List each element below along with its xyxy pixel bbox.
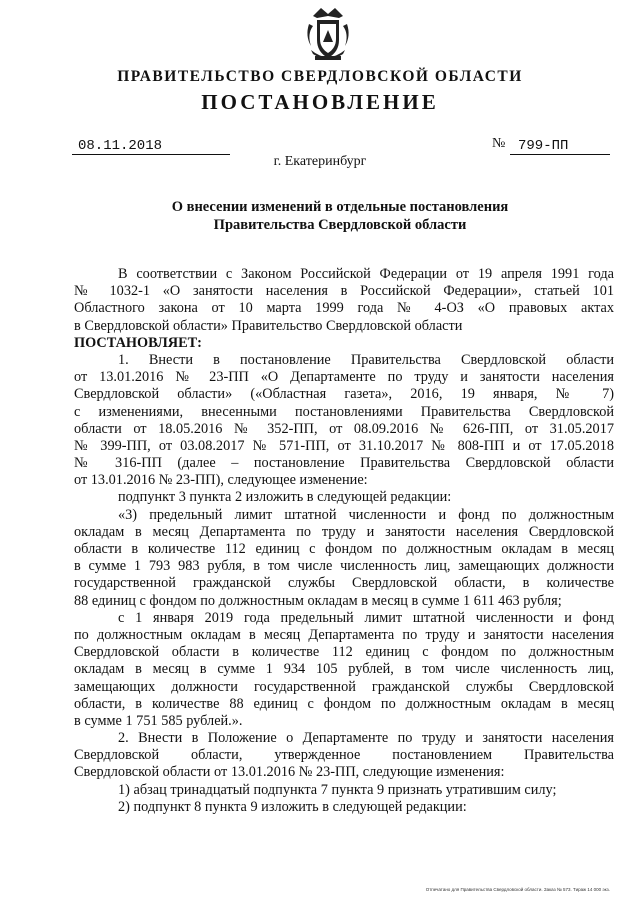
title-line: Правительства Свердловской области <box>213 217 467 233</box>
body-line: окладам в месяц Департамента по труду и занятости населения Свердловской <box>74 523 614 540</box>
body-line: с изменениями, внесенными постановлениями Правительства Свердловской <box>74 403 614 420</box>
body-line: области от 18.05.2016 № 352-ПП, от 08.09.2016 № 626-ПП, от 31.05.2017 <box>74 420 614 437</box>
decree-title <box>150 198 530 234</box>
body-line: Свердловской области, утвержденное постановлением Правительства <box>74 747 614 764</box>
body-line: В соответствии с Законом Российской Федерации от 19 апреля 1991 года <box>118 266 614 282</box>
body-line: в Свердловской области» Правительство Свердловской области <box>74 317 463 334</box>
decree-body <box>74 266 614 816</box>
body-line: в сумме 1 793 983 рубля, в том числе численность лиц, замещающих должности <box>74 558 614 575</box>
body-line: 88 единиц с фондом по должностным окладам в месяц в сумме 1 611 463 рубля; <box>74 592 562 609</box>
resolves-heading: ПОСТАНОВЛЯЕТ: <box>74 334 202 351</box>
government-name: ПРАВИТЕЛЬСТВО СВЕРДЛОВСКОЙ ОБЛАСТИ <box>117 68 523 85</box>
body-line: области в количестве 112 единиц с фондом по должностным окладам в месяц <box>74 541 614 557</box>
body-line: Свердловской области» («Областная газета», 2016, 19 января, № 7) <box>74 386 614 403</box>
city: г. Екатеринбург <box>273 154 367 169</box>
document-type: ПОСТАНОВЛЕНИЕ <box>201 90 439 114</box>
body-line: подпункт 3 пункта 2 изложить в следующей редакции: <box>118 489 452 506</box>
body-line: Свердловской области от 13.01.2016 № 23-ПП, следующие изменения: <box>74 764 505 781</box>
body-line: по должностным окладам в месяц Департамента по труду и занятости населения <box>74 626 614 643</box>
title-line: О внесении изменений в отдельные постановления <box>171 199 509 215</box>
number-label: № <box>492 136 506 151</box>
body-line: «3) предельный лимит штатной численности и фонд по должностным <box>118 506 614 523</box>
body-line: 1. Внести в постановление Правительства Свердловской области <box>118 351 614 368</box>
decree-date: 08.11.2018 <box>72 138 230 155</box>
body-line: № 316-ПП (далее – постановление Правительства Свердловской области <box>74 455 614 472</box>
decree-number: 799-ПП <box>510 138 610 155</box>
body-line: 1) абзац тринадцатый подпункта 7 пункта 9 признать утратившим силу; <box>118 781 557 798</box>
body-line: № 1032-1 «О занятости населения в Российской Федерации», статьей 101 <box>74 283 614 300</box>
body-line: окладам в месяц в сумме 1 934 105 рублей, в том числе численность лиц, <box>74 661 614 678</box>
print-footer: Отпечатано для Правительства Свердловской области. Заказ № 573. Тираж 14 000 экз. <box>425 887 610 892</box>
body-line: от 13.01.2016 № 23-ПП «О Департаменте по труду и занятости населения <box>74 369 614 386</box>
body-line: области, в количестве 88 единиц с фондом по должностным окладам в месяц <box>74 695 614 712</box>
body-line: Областного закона от 10 марта 1999 года № 4-ОЗ «О правовых актах <box>74 300 614 317</box>
body-line: государственной гражданской службы Свердловской области, в количестве <box>74 575 614 592</box>
body-line: 2) подпункт 8 пункта 9 изложить в следующей редакции: <box>118 798 467 815</box>
body-line: № 399-ПП, от 03.08.2017 № 571-ПП, от 31.10.2017 № 808-ПП и от 17.05.2018 <box>74 437 614 454</box>
body-line: от 13.01.2016 № 23-ПП), следующее изменение: <box>74 472 368 489</box>
body-line: замещающих должности государственной гражданской службы Свердловской <box>74 678 614 695</box>
body-line: 2. Внести в Положение о Департаменте по труду и занятости населения <box>118 730 614 747</box>
body-line: в сумме 1 751 585 рублей.». <box>74 712 243 729</box>
coat-of-arms-emblem-icon <box>303 6 353 64</box>
body-line: Свердловской области в количестве 112 единиц с фондом по должностным <box>74 644 614 661</box>
body-line: с 1 января 2019 года предельный лимит штатной численности и фонд <box>118 609 614 626</box>
